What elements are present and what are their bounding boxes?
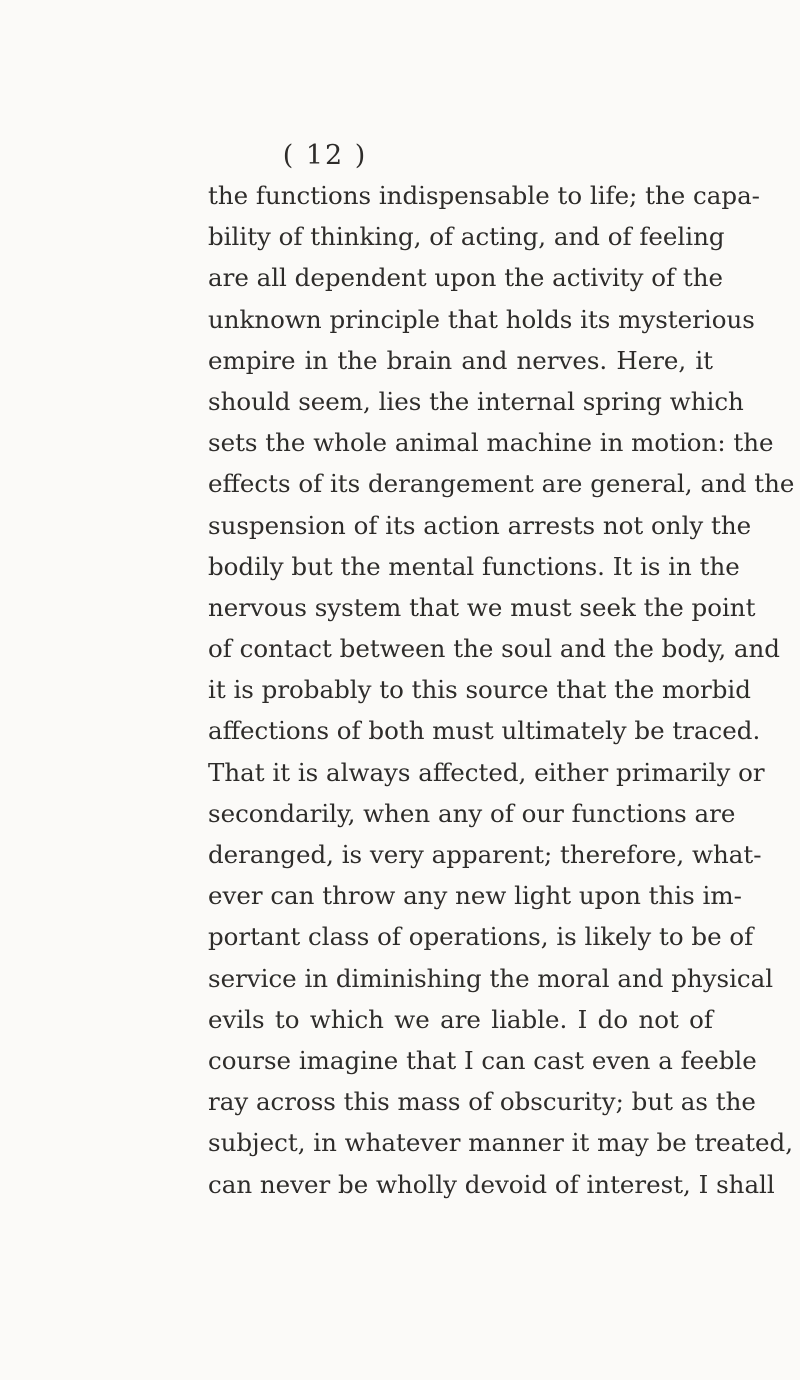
text-line: are all dependent upon the activity of the [208,263,723,293]
text-line: affections of both must ultimately be traced. [208,716,761,746]
text-line: ray across this mass of obscurity; but as the [208,1087,756,1117]
text-line: evils to which we are liable. I do not of [208,1004,713,1034]
text-line: That it is always affected, either primarily or [208,757,765,787]
text-line: nervous system that we must seek the point [208,592,756,622]
text-line: service in diminishing the moral and physical [208,963,774,993]
text-line: of contact between the soul and the body, and [208,634,780,664]
text-line: bility of thinking, of acting, and of feeling [208,222,725,252]
text-line: it is probably to this source that the morbid [208,675,751,705]
text-line: subject, in whatever manner it may be treated, [208,1128,793,1158]
body-text [208,175,795,1205]
text-line: bodily but the mental functions. It is in the [208,551,740,581]
text-line: suspension of its action arrests not only the [208,510,752,540]
text-line: deranged, is very apparent; therefore, what- [208,840,762,869]
text-line: sets the whole animal machine in motion: the [208,428,774,458]
text-line: the functions indispensable to life; the capa- [208,181,760,210]
text-line: empire in the brain and nerves. Here, it [208,345,713,375]
page-number: ( 12 ) [282,140,368,171]
text-line: course imagine that I can cast even a feeble [208,1045,757,1075]
text-line: secondarily, when any of our functions are [208,798,736,828]
text-line: should seem, lies the internal spring which [208,386,744,416]
text-line: ever can throw any new light upon this im- [208,881,742,911]
text-line: effects of its derangement are general, and the [208,469,795,499]
text-line: can never be wholly devoid of interest, I shall [208,1169,775,1199]
text-line: unknown principle that holds its mysterious [208,304,755,334]
text-line: portant class of operations, is likely to be of [208,922,754,952]
